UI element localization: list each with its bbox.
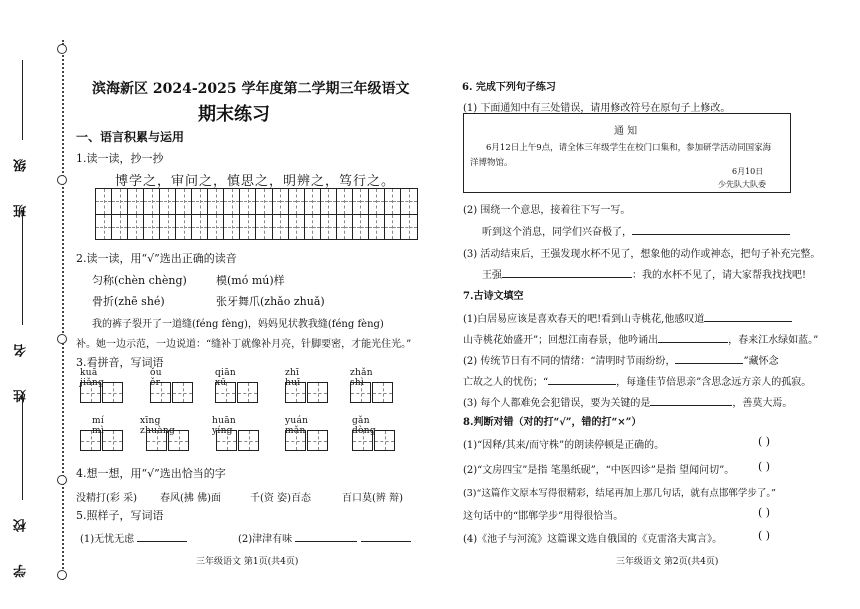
binding-hole	[57, 475, 67, 485]
answer-blank[interactable]	[548, 374, 616, 385]
answer-blank[interactable]	[632, 224, 790, 235]
q4-item[interactable]: 没精打(彩 采)	[76, 493, 137, 504]
q6-heading: 6. 完成下列句子练习	[462, 82, 556, 93]
q2-item: 匀称(chèn chèng)	[92, 274, 187, 287]
binding-hole	[57, 334, 67, 344]
answer-paren[interactable]: ( )	[758, 506, 771, 519]
q2-heading: 2.读一读，用“√”选出正确的读音	[76, 252, 237, 265]
answer-blank[interactable]	[704, 311, 792, 322]
q7-3: (3) 每个人都难免会犯错误，要为关键的是 ，善莫大焉。	[463, 394, 792, 409]
q5-heading: 5.照样子，写词语	[76, 509, 164, 522]
q7-1: (1)白居易应该是喜欢春天的吧!看到山寺桃花,他感叹道	[463, 310, 792, 325]
q8-item: (2)“文房四宝”是指 笔墨纸砚”，“中医四诊”是指 望闻问切”。	[463, 465, 735, 476]
q1-heading: 1.读一读，抄一抄	[76, 152, 164, 165]
section-1-heading: 一、语言积累与运用	[76, 130, 185, 144]
q8-item: (1)“因释/其来/而守株”的朗读停顿是正确的。	[463, 440, 665, 451]
q6-3: (3) 活动结束后，王强发现水杯不见了，想象他的动作或神态，把句子补充完整。	[463, 249, 821, 260]
exam-subtitle: 期末练习	[198, 104, 270, 125]
binding-margin	[0, 0, 70, 609]
answer-paren[interactable]: ( )	[758, 435, 771, 448]
q4-item[interactable]: 春风(拂 佛)面	[160, 493, 221, 504]
q7-2-cont: 亡故之人的忧伤；“ ，每逢佳节倍思亲”含思念远方亲人的孤寂。	[463, 373, 811, 388]
q8-item-cont: 这句话中的“邯郸学步”用得很恰当。	[463, 511, 624, 522]
q4-heading: 4.想一想，用“√”选出恰当的字	[76, 467, 226, 480]
class-line	[22, 60, 23, 140]
answer-paren[interactable]: ( )	[758, 529, 771, 542]
q7-2: (2) 传统节日有不同的情绪：“清明时节雨纷纷， ”藏怀念	[463, 352, 779, 367]
q1-text: 博学之，审问之，慎思之，明辨之，笃行之。	[115, 174, 396, 189]
q2-item: 骨折(zhē shé)	[92, 295, 165, 308]
q8-heading: 8.判断对错（对的打“√”，错的打“×”）	[463, 417, 642, 428]
notice-body: 6月12日上午9点，请全体三年级学生在校门口集和，参加研学活动同国家海	[486, 143, 772, 153]
q6-2: (2) 围绕一个意思，接着往下写一写。	[463, 205, 631, 216]
name-label: 姓 名	[14, 330, 29, 403]
copy-grid[interactable]	[95, 188, 418, 240]
q7-1-cont: 山寺桃花始盛开”；回想江南春景，他吟诵出 ，春来江水绿如蓝。”	[463, 331, 818, 346]
binding-hole	[57, 44, 67, 54]
school-line	[22, 395, 23, 500]
page-footer: 三年级语文 第1页(共4页)	[196, 557, 299, 567]
q4-item[interactable]: 千(资 姿)百态	[250, 493, 311, 504]
answer-blank[interactable]	[295, 531, 357, 542]
name-line	[22, 210, 23, 325]
class-label: 班 级	[14, 145, 29, 218]
answer-blank[interactable]	[361, 531, 411, 542]
q3-heading: 3.看拼音，写词语	[76, 356, 164, 369]
answer-blank[interactable]	[650, 395, 732, 406]
notice-date: 6月10日	[732, 167, 764, 176]
q6-1: (1) 下面通知中有三处错误，请用修改符号在原句子上修改。	[463, 103, 731, 114]
q8-item: (4)《池子与河流》这篇课文选自俄国的《克雷洛夫寓言》。	[463, 534, 723, 545]
notice-signature: 少先队大队委	[718, 180, 766, 189]
binding-hole	[57, 570, 67, 580]
school-label: 学 校	[14, 505, 29, 578]
q2-paragraph: 补。她一边示范，一边说道：“缝补丁就像补月亮，针脚要密，才能光住光。”	[76, 339, 412, 350]
exam-title: 滨海新区 2024-2025 学年度第二学期三年级语文	[92, 81, 410, 97]
notice-box[interactable]	[463, 113, 791, 193]
binding-hole	[57, 175, 67, 185]
page-footer: 三年级语文 第2页(共4页)	[616, 557, 719, 567]
q7-heading: 7.古诗文填空	[463, 291, 524, 302]
notice-body: 洋博物馆。	[470, 158, 513, 168]
q8-item: (3)“这篇作文原本写得很精彩，结尾再加上那几句话，就有点邯郸学步了。”	[463, 488, 776, 499]
q6-3-sentence: 王强 ：我的水杯不见了，请大家帮我找找吧!	[482, 266, 806, 281]
binding-dotted-line	[62, 40, 64, 580]
q5-item: (1)无忧无虑	[80, 530, 187, 545]
notice-title: 通 知	[614, 126, 638, 137]
q5-item: (2)津津有味	[238, 530, 411, 545]
q6-2-text: 听到这个消息，同学们兴奋极了，	[482, 223, 790, 238]
q2-item: 张牙舞爪(zhǎo zhuǎ)	[216, 295, 325, 308]
q2-item: 模(mó mú)样	[216, 274, 285, 287]
answer-paren[interactable]: ( )	[758, 460, 771, 473]
answer-blank[interactable]	[658, 332, 728, 343]
answer-blank[interactable]	[137, 531, 187, 542]
answer-blank[interactable]	[502, 267, 632, 278]
q2-paragraph: 我的裤子裂开了一道缝(féng fèng)，妈妈见状教我缝(féng fèng)	[92, 319, 384, 330]
q4-item[interactable]: 百口莫(辨 辩)	[342, 493, 403, 504]
answer-blank[interactable]	[675, 353, 743, 364]
